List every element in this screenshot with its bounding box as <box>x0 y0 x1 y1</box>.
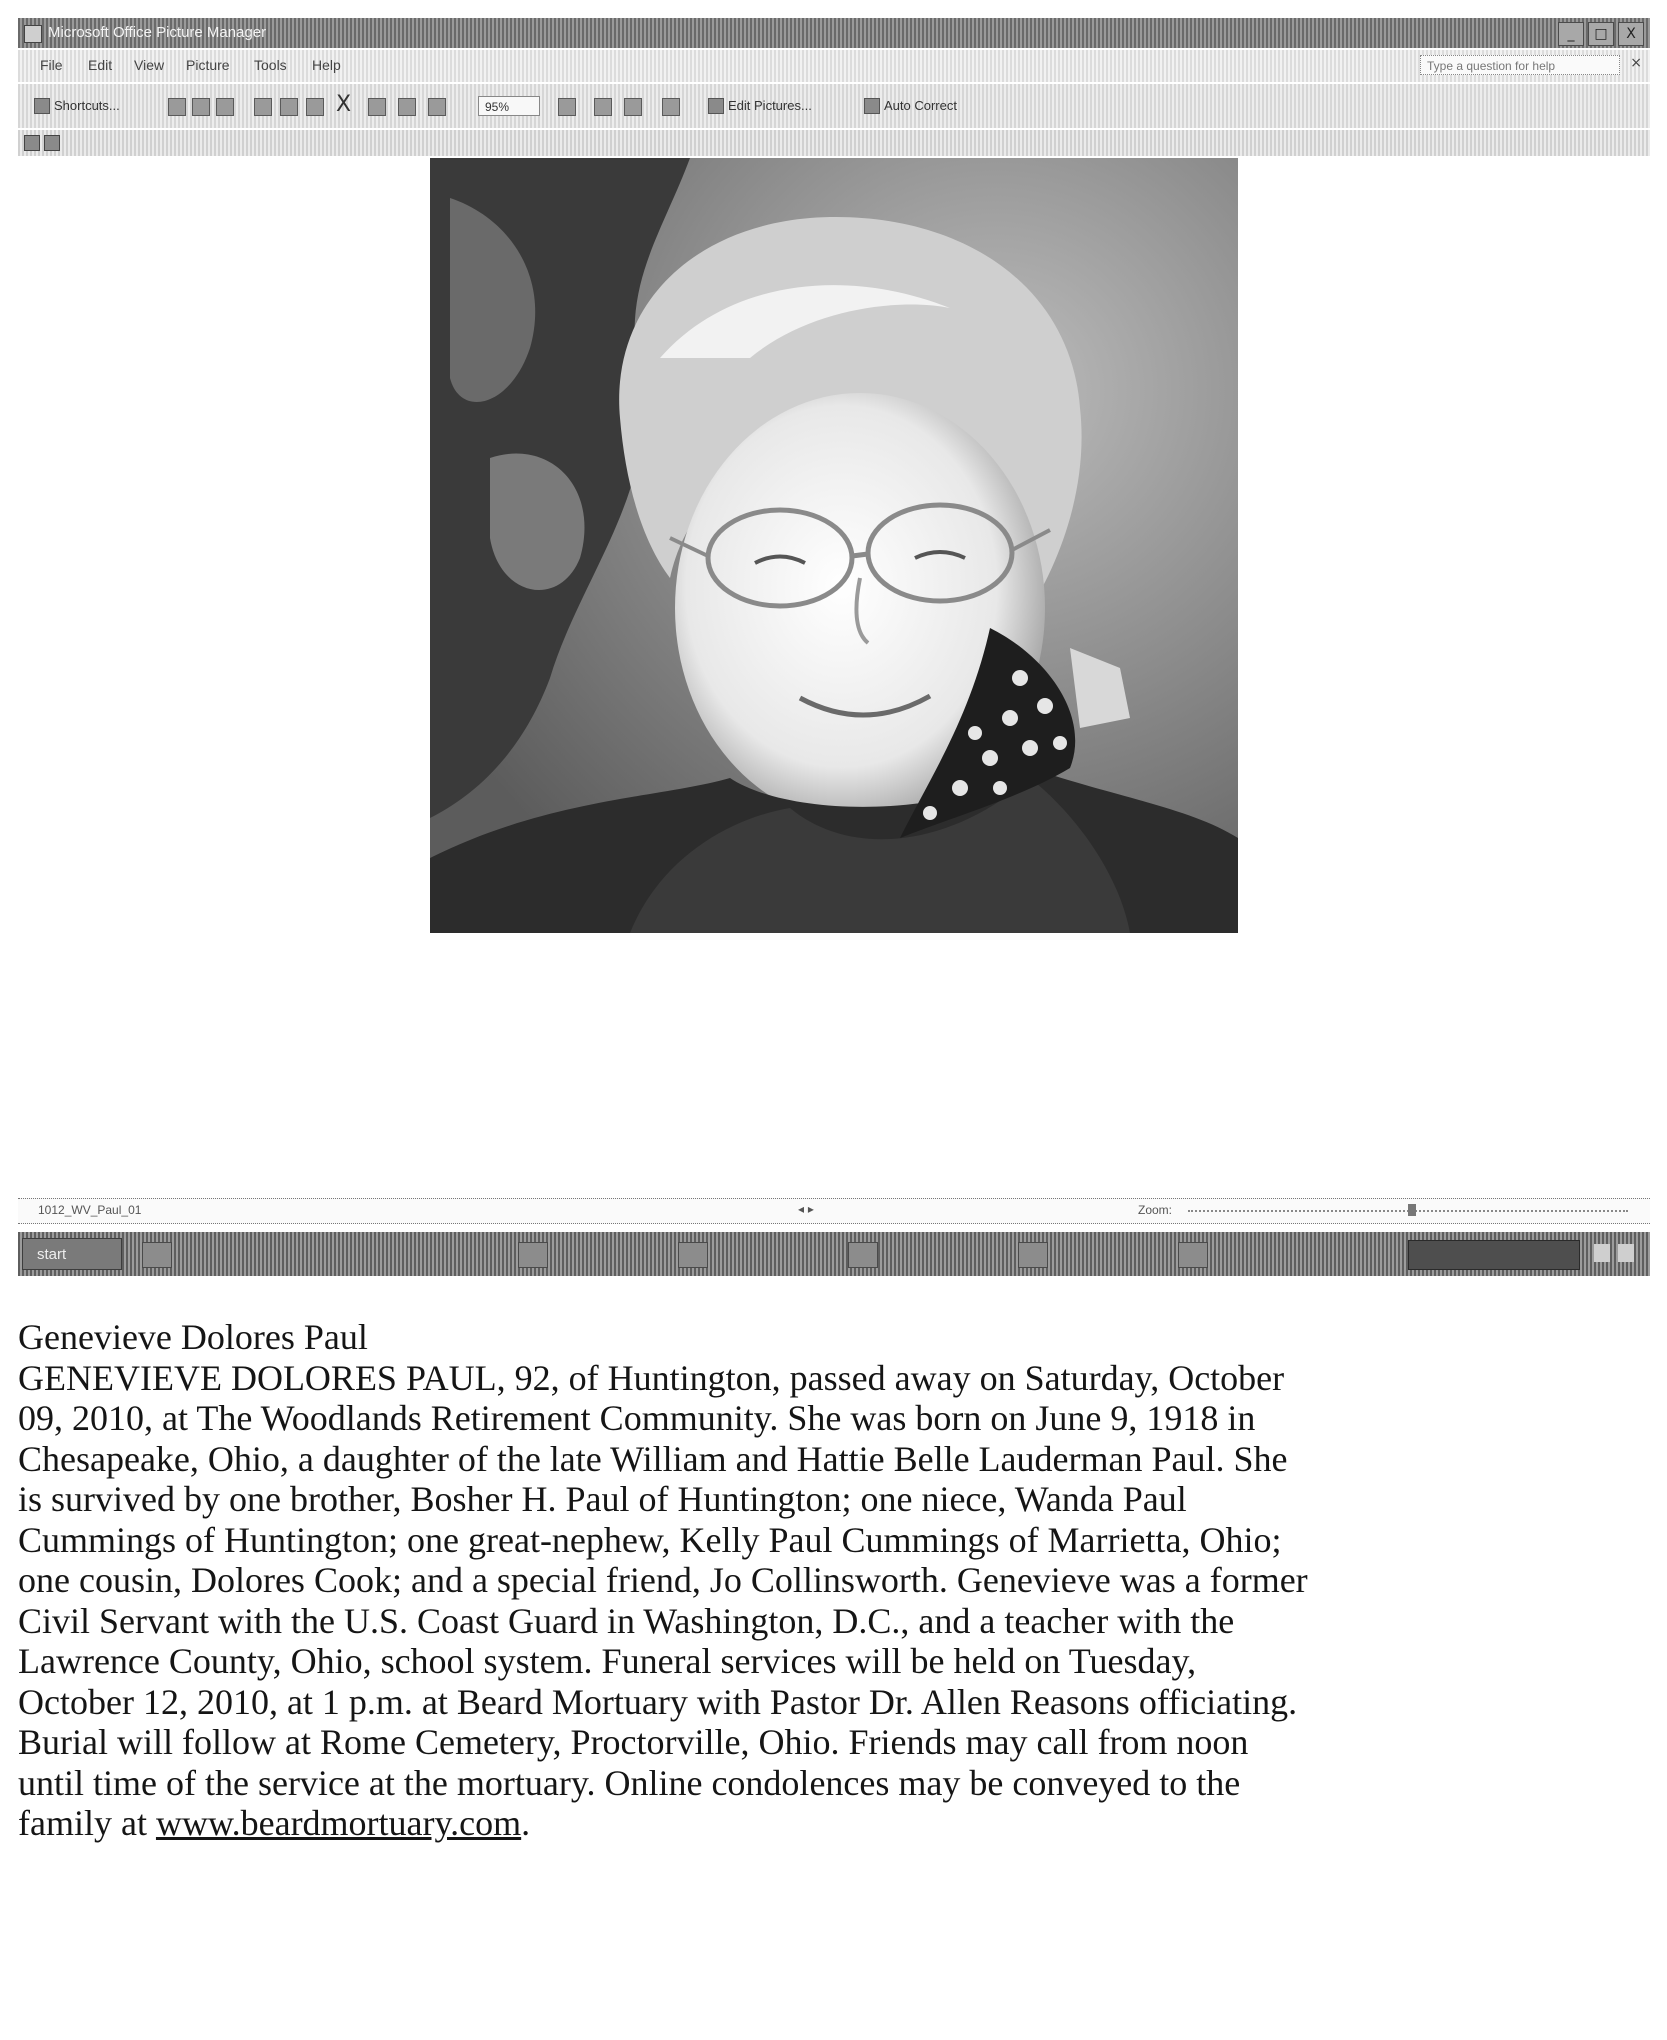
taskbar-app-icon[interactable] <box>848 1242 878 1268</box>
obituary-line: is survived by one brother, Bosher H. Paul of Huntington; one niece, Wanda Paul <box>18 1479 1187 1519</box>
obituary-line: Chesapeake, Ohio, a daughter of the late William and Hattie Belle Lauderman Paul. She <box>18 1438 1288 1479</box>
delete-icon[interactable]: X <box>336 92 352 117</box>
import-icon[interactable] <box>168 98 186 116</box>
shortcuts-pane-icon[interactable] <box>24 135 40 151</box>
obituary-text <box>18 1317 1648 1844</box>
auto-correct-icon <box>864 98 880 114</box>
obituary-name: Genevieve Dolores Paul <box>18 1317 368 1357</box>
help-search-input[interactable]: Type a question for help <box>1420 55 1620 75</box>
taskbar-app-icon[interactable] <box>678 1242 708 1268</box>
obituary-line: Lawrence County, Ohio, school system. Funeral services will be held on Tuesday, <box>18 1641 1197 1681</box>
quick-launch-icon[interactable] <box>142 1242 172 1268</box>
task-pane-icon[interactable] <box>44 135 60 151</box>
menu-edit[interactable]: Edit <box>88 57 113 73</box>
portrait-photo <box>430 158 1238 933</box>
title-bar <box>18 18 1650 48</box>
taskbar-app-icon[interactable] <box>518 1242 548 1268</box>
obituary-line: 09, 2010, at The Woodlands Retirement Community. She was born on June 9, 1918 in <box>18 1398 1256 1438</box>
picture-canvas <box>18 158 1650 1198</box>
menu-file[interactable]: File <box>40 57 63 73</box>
tray-icon[interactable] <box>1618 1244 1634 1262</box>
obituary-line: one cousin, Dolores Cook; and a special friend, Jo Collinsworth. Genevieve was a former <box>18 1560 1308 1600</box>
auto-correct-label: Auto Correct <box>884 98 957 113</box>
mortuary-link[interactable]: www.beardmortuary.com <box>155 1803 522 1843</box>
auto-correct-button[interactable] <box>864 96 957 116</box>
obituary-line: Civil Servant with the U.S. Coast Guard in Washington, D.C., and a teacher with the <box>18 1600 1235 1641</box>
window-controls <box>1558 22 1644 46</box>
obituary-last-line <box>18 1803 1648 1844</box>
menu-tools[interactable]: Tools <box>254 57 287 73</box>
obituary-line: Burial will follow at Rome Cemetery, Proctorville, Ohio. Friends may call from noon <box>18 1722 1249 1762</box>
print-icon[interactable] <box>216 98 234 116</box>
single-view-icon[interactable] <box>428 98 446 116</box>
fit-icon[interactable] <box>662 98 680 116</box>
shortcuts-button[interactable] <box>34 96 120 116</box>
menu-help[interactable]: Help <box>312 57 341 73</box>
thumbnail-view-icon[interactable] <box>368 98 386 116</box>
taskbar-app-icon[interactable] <box>1178 1242 1208 1268</box>
app-icon <box>24 25 42 43</box>
edit-pictures-icon <box>708 98 724 114</box>
paste-icon[interactable] <box>280 98 298 116</box>
rotate-right-icon[interactable] <box>624 98 642 116</box>
obituary-last-suffix: . <box>521 1803 531 1843</box>
edit-pictures-button[interactable] <box>708 96 812 116</box>
menu-view[interactable]: View <box>134 57 165 73</box>
picture-manager-window <box>18 18 1650 1276</box>
obituary-last-prefix: family at <box>18 1803 156 1843</box>
rotate-left-icon[interactable] <box>594 98 612 116</box>
taskbar-app-icon[interactable] <box>1018 1242 1048 1268</box>
system-tray <box>1408 1240 1580 1270</box>
portrait-illustration <box>430 158 1238 933</box>
close-document-icon[interactable]: × <box>1630 55 1642 71</box>
zoom-select[interactable]: 95% <box>478 96 540 116</box>
copy-icon[interactable] <box>254 98 272 116</box>
maximize-button[interactable]: □ <box>1588 22 1614 46</box>
obituary-line: October 12, 2010, at 1 p.m. at Beard Mortuary with Pastor Dr. Allen Reasons officiating. <box>18 1681 1298 1722</box>
zoom-icon[interactable] <box>558 98 576 116</box>
obituary-line: until time of the service at the mortuary. Online condolences may be conveyed to the <box>18 1762 1241 1803</box>
shortcuts-label: Shortcuts... <box>54 98 120 113</box>
toolbar <box>18 84 1650 128</box>
obituary-line: Cummings of Huntington; one great-nephew, Kelly Paul Cummings of Marrietta, Ohio; <box>18 1519 1282 1560</box>
taskbar <box>18 1232 1650 1276</box>
close-button[interactable]: X <box>1618 22 1644 46</box>
zoom-label: Zoom: <box>1138 1203 1173 1217</box>
start-button[interactable]: start <box>22 1238 122 1270</box>
menu-picture[interactable]: Picture <box>186 57 230 73</box>
shortcuts-icon <box>34 98 50 114</box>
save-icon[interactable] <box>192 98 210 116</box>
minimize-button[interactable]: _ <box>1558 22 1584 46</box>
menu-bar <box>18 50 1650 82</box>
status-bar <box>18 1198 1650 1224</box>
prev-next-arrows[interactable]: ◂ ▸ <box>798 1202 814 1216</box>
filmstrip-view-icon[interactable] <box>398 98 416 116</box>
edit-pictures-label: Edit Pictures... <box>728 98 812 113</box>
status-filename: 1012_WV_Paul_01 <box>38 1203 142 1217</box>
view-bar <box>18 130 1650 156</box>
tray-icon[interactable] <box>1594 1244 1610 1262</box>
zoom-slider-thumb[interactable] <box>1408 1204 1416 1216</box>
obituary-line: GENEVIEVE DOLORES PAUL, 92, of Huntington, passed away on Saturday, October <box>18 1357 1285 1398</box>
window-title: Microsoft Office Picture Manager <box>48 24 267 41</box>
undo-icon[interactable] <box>306 98 324 116</box>
